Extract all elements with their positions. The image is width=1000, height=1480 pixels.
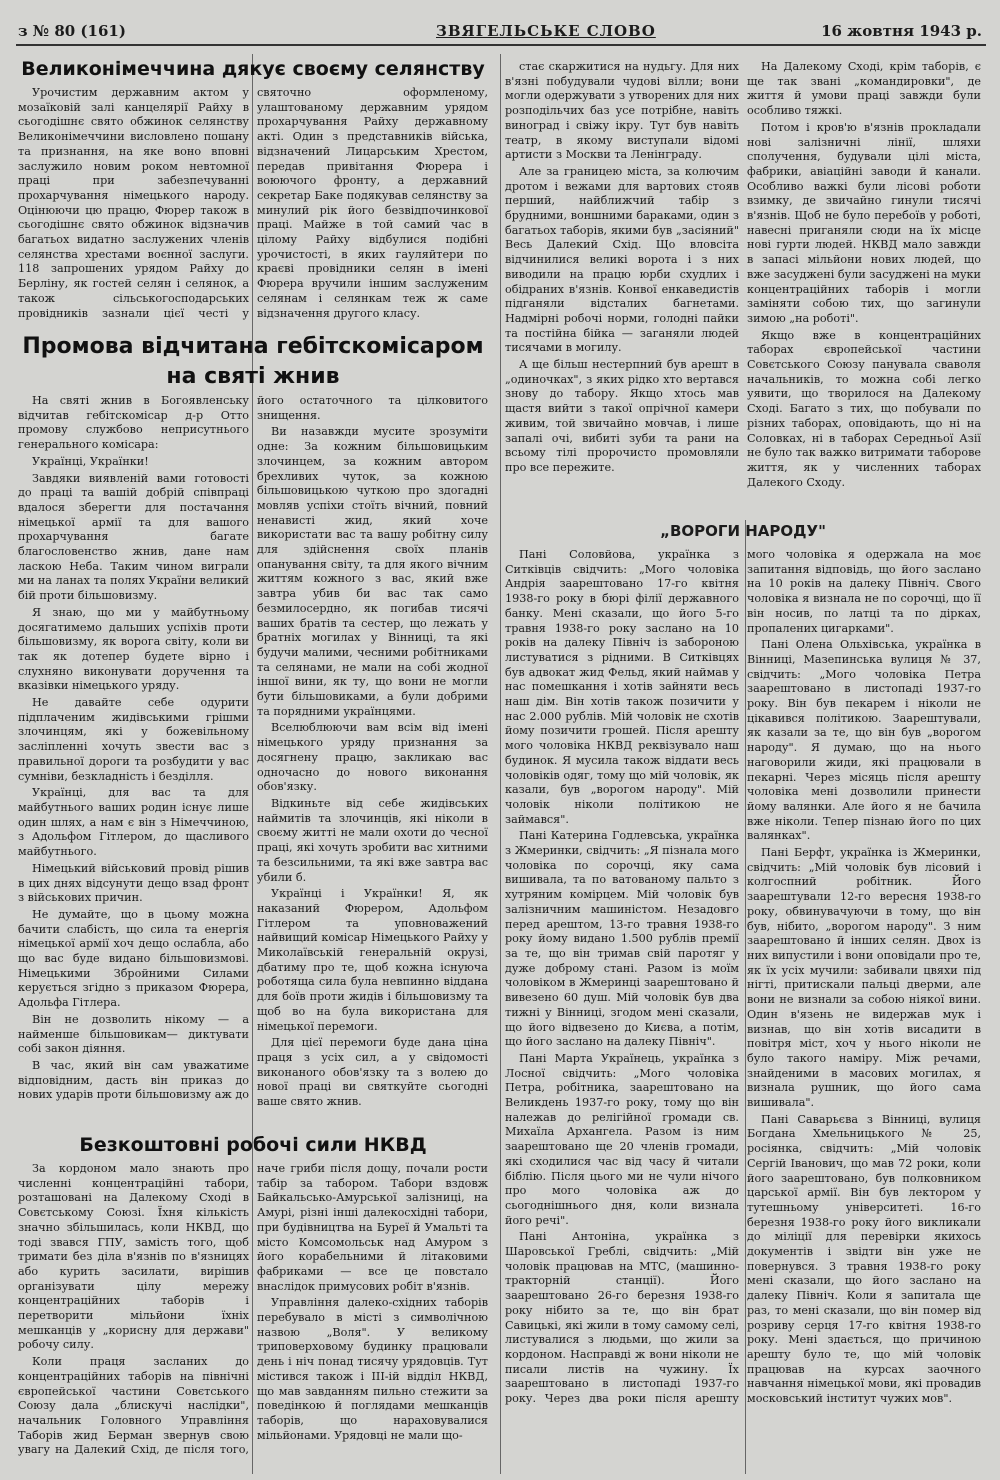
paragraph: Не давайте себе одурити підплаченим жидівськими грішми злочинцям, які у божевільному засліпленні хочуть звести вас з правильної дороги та розбудити у вас сумніви, безкладність і безділля. [18, 696, 249, 783]
paragraph: Українці, для вас та для майбутнього ваших родин існує лише один шлях, а нам є він з Німеччиною, з Адольфом Гітлером, до щасливого майбутнього. [18, 786, 249, 859]
paragraph: Пані Марта Українець, українка з Лосної свідчить: „Мого чоловіка Петра, робітника, заарештовано на Великдень 1937-го року, тому що він належав до релігійної громади св. Михаїла Архангела. Разом із ним заарештовано ще 20 членів громади, які сходилися час від часу й читали біблію. Після цього ми не чули нічого про мого чоловіка аж до сьогоднішнього дня, коли визнала його речі". [505, 1051, 739, 1227]
paragraph: Відкиньте від себе жидівських наймитів та злочинців, які ніколи в своєму житті не мали охоти до чесної праці, які хочуть зробити вас хитними та безсильними, та які вже завтра вас убили б. [257, 796, 488, 884]
article-body [18, 1162, 488, 1474]
paragraph: Німецький військовий провід рішив в цих днях відсунути дещо взад фронт з військових причин. [18, 861, 249, 905]
paragraph: Потом і кров'ю в'язнів прокладали нові залізничні лінії, шляхи сполучення, будували цілі міста, фабрики, авіаційні заводи й канали. Особливо важкі були лісові роботи взимку, де звичайно гинули тисячі в'язнів. Щоб не було перебоїв у роботі, навесні приганяли сюди на їх місце нові гурти людей. НКВД мало завжди в запасі мільйони нових людей, що вже засуджені були засуджені на муки концентраційних таборів і могли заміняти собою тих, що загинули зимою „на роботі". [747, 120, 981, 325]
paragraph: Вселюблюючи вам всім від імені німецького уряду признання за досягнену працю, закликаю вас одночасно до нового виконання обов'язку. [257, 721, 488, 794]
paragraph: На святі жнив в Богоявленську відчитав гебітскомісар д-р Отто промову службово неприсутнього генерального комісара: [18, 394, 249, 452]
paragraph: Я знаю, що ми у майбутньому досягатимемо дальших успіхів проти більшовизму, як ворога світу, коли ви так як дотепер будете вірно і слухняно виконувати доручення та вказівки німецького уряду. [18, 605, 249, 693]
paragraph: Українці, Українки! [32, 454, 149, 468]
article-headline: Промова відчитана гебітскомісаром на святі жнив [22, 334, 484, 389]
paragraph: Не думайте, що в цьому можна бачити слабість, що сила та енергія німецької армії хоч дещо ослабла, або що вас буде видано більшовизмові. Німецькими Збройними Силами керується згідно з приказом Фюрера, Адольфа Гітлера. [18, 907, 249, 1010]
paragraph: В час, який він сам уважатиме відповідним, дасть він приказ до нових ударів проти більшовизму аж до його остаточного та цілковитого знищення. [18, 394, 488, 1102]
paragraph: На Далекому Сході, крім таборів, є ще так звані „командировки", де життя й умови праці завжди були особливо тяжкі. [747, 60, 981, 118]
paragraph: Ви назавжди мусите зрозуміти одне: За кожним більшовицьким злочинцем, за кожним автором брехливих чуток, за кожною більшовицькою чуткою про здогадні мовляв успіхи стоїть вічний, повний ненависті жид, який хоче використати вас та вашу робітну силу для здійснення своїх планів опанування світу, та для якого вічним життям кожного з вас, який вже завтра убив би вас так само безмилосердно, як погибав тисячі ваших братів та сестер, що лежать у братніх могилах у Вінниці, та які будучи малими, чесними робітниками та селянами, не мали на собі жодної іншої вини, як ту, що вони не могли бути більшовиками, а були добрими та порядними українцями. [257, 425, 488, 718]
paragraph: А ще більш нестерпний був арешт в „одиночках", з яких рідко хто вертався знову до табору. Якщо хтось мав щастя вийти з такої опрічної камери живим, той звичайно мовчав, і лише запалі очі, вибиті зуби та рани на всьому тілі пророчисто промовляли про все пережите. [505, 358, 739, 474]
paragraph: Пані Соловйова, українка з Ситківців свідчить: „Мого чоловіка Андрія заарештовано 17-го квітня 1938-го року в бюрі філії державного банку. Мені сказали, що його 5-го травня 1938-го року заслано на 10 років на далеку Північ із забороною листуватися з рідними. В Ситківцях був адвокат жид Фельд, який наймав у нас помешкання і хотів зайняти весь наш дім. Він хотів також позичити у нас 2.000 рублів. Мій чоловік не схотів йому позичити грошей. Після арешту мого чоловіка НКВД реквізувало наш будинок. Я мусила також віддати весь чоловіків одяг, тому що мій чоловік, як казали, був „ворогом народу". Мій чоловік ніколи політикою не займався". [505, 548, 739, 826]
paragraph: За кордоном мало знають про численні концентраційні табори, розташовані на Далекому Сході в Совєтському Союзі. Їхня кількість значно збільшилась, коли НКВД, що тоді звався ГПУ, замість того, щоб тримати без діла в'язнів по в'язницях або курить засилати, вирішив організувати цілу мережу концентраційних таборів і перетворити мільйони їхніх мешканців у „корисну для держави" робочу силу. [18, 1162, 249, 1352]
paragraph: Пані Олена Ольхівська, українка в Вінниці, Мазепинська вулиця № 37, свідчить: „Мого чоловіка Петра заарештовано в листопаді 1937-го року. Він був пекарем і ніколи не цікавився політикою. Заарештували, як казали за те, що він був „ворогом народу". Я думаю, що на нього наговорили жиди, які працювали в пекарні. Через місяць після арешту чоловіка мені дозволили принести йому валянки. Але його я не бачила вже ніколи. Тепер пізнаю його по цих валянках". [747, 638, 981, 843]
paragraph: Урочистим державним актом у мозаїковій залі канцелярії Райху в сьогодішнє свято обжинок селянству Великонімеччини висловлено пошану та признання, на яке воно вповні заслужило новим роком невтомної праці при забезпечуванні прохарчування німецького народу. Оцінюючи цю працю, Фюрер також в сьогодішнє свято обжинок відзначив багатьох видатно заслужених членів селянства хрестами воєнної заслуги. 118 запрошених урядом Райху до Берліну, як гостей селян і селянок, а також сільськогосподарських провідників зазнали цієї честі у святочно оформленому, улаштованому державним урядом прохарчування Райху державному акті. Один з представників війська, відзначений Лицарським Хрестом, передав привітання Фюрера і воюючого фронту, а державний секретар Баке подякував селянству за минулий рік його безвідпочинкової праці. Майже в той самий час в цілому Райху відбулися подібні урочистості, в яких гауляйтери по краєві провідники селян в імені Фюрера вручили іншим заслуженим селянам і селянкам теж ж саме відзначення другого класу. [18, 86, 488, 320]
paragraph: стає скаржитися на нудьгу. Для них в'язні побудували чудові вілли; вони могли одержувати з утворених для них розподільчих баз усе потрібне, навіть виноград і свіжу ікру. Тут був навіть театр, в якому виступали відомі артисти з Москви та Ленінграду. [505, 60, 739, 162]
article-body [505, 548, 981, 1474]
article-headline: Великонімеччина дякує своєму селянству [21, 58, 485, 80]
paragraph: Для цієї перемоги буде дана ціна праця з усіх сил, а у свідомості виконаного обов'язку та з волею до нової праці ви святкуйте сьогодні ваше свято жнив. [257, 1036, 488, 1109]
paragraph: Українці і Українки! Я, як наказаний Фюрером, Адольфом Гітлером та уповноважений найвищий комісар Німецького Райху у Миколаївській генеральній окрузі, дбатиму про те, щоб кожна існуюча роботяща сила була невпинно віддана для боїв проти жидів і більшовизму та щоб во на була використана для німецької перемоги. [257, 887, 488, 1033]
article-headline: „ВОРОГИ НАРОДУ" [660, 522, 826, 540]
paragraph: Завдяки виявленій вами готовості до праці та вашій добрій співпраці вдалося зберегти для постачання німецької армії та для вашого прохарчування багате благословенство жнив, дане нам ласкою Неба. Таким чином виграли ми на ланах та полях України великий бій проти більшовизму. [18, 471, 249, 603]
paragraph: Пані Антоніна, українка з Шаровської Греблі, свідчить: „Мій чоловік працював на МТС, (машинно-тракторній станції). Його заарештовано 26-го березня 1938-го року нібито за те, що він брат Савицькі, які жили в тому самому селі, листувалися з людьми, що жили за кордоном. Насправді ж вони ніколи не писали листів на чужину. Їх заарештовано в листопаді 1937-го року. Через два роки після арешту мого чоловіка я одержала на моє запитання відповідь, що його заслано на 10 років на далеку Північ. Свого чоловіка я визнала не по сорочці, що її він носив, по латці та по дірках, пропалених цигарками". [505, 548, 981, 1406]
paragraph: Якщо вже в концентраційних таборах європейської частини Совєтського Союзу панувала сваволя начальників, то можна собі легко уявити, що творилося на Далекому Сході. Багато з тих, що побували по різних таборах, оповідають, що ні на Соловках, ні в таборах Середньої Азії не було так важко витримати таборове життя, як у численних таборах Далекого Сходу. [747, 328, 981, 489]
paragraph: Коли праця засланих до концентраційних таборів на північні європейської частини Совєтського Союзу дала „блискучі наслідки", начальник Головного Управління Таборів жид Берман звернув свою увагу на Далекий Схід, де після того, наче гриби після дощу, почали рости табір за табором. Табори вздовж Байкальсько-Амурської залізниці, на Амурі, різні інші далекосхідні табори, при будівництва на Буреї й Умальті та місто Комсомольськ над Амуром з його корабельними й літаковими фабриками — все це повстало внаслідок примусових робіт в'язнів. [18, 1162, 488, 1457]
article-headline: Безкоштовні робочі сили НКВД [79, 1134, 427, 1156]
paragraph: Пані Саварьєва з Вінниці, вулиця Богдана Хмельницького № 25, росіянка, свідчить: „Мій чоловік Сергій Іванович, що мав 72 роки, коли його заарештовано, був полковником царської армії. Він був лектором у тутешньому університеті. 16-го березня 1938-го року його викликали до міліції для перевірки якихось документів і звідти він уже не повернувся. 3 травня 1938-го року мені сказали, що його заслано на далеку Північ. Коли я запитала ще раз, то мені сказали, що він помер від розриву серця 17-го квітня 1938-го року. Мені здається, що причиною арешту було те, що мій чоловік працював на курсах заочного навчання німецької мови, які провадив московський інститут чужих мов". [747, 1112, 981, 1406]
article-body [18, 86, 488, 324]
issue-number: з № 80 (161) [18, 22, 126, 40]
paragraph: Пані Катерина Годлевська, українка з Жмеринки, свідчить: „Я пізнала мого чоловіка по сорочці, яку сама вишивала, та по ватованому пальто з хутряним комірцем. Мій чоловік був залізничним машиністом. Незадовго перед арештом, 13-го травня 1938-го року йому видано 1.500 рублів премії за те, що він тримав свій паротяг у дуже доброму стані. Разом із моїм чоловіком в Жмеринці заарештовано й вивезено 60 душ. Мій чоловік був два тижні у Вінниці, згодом мені сказали, що його відвезено до Києва, а потім, що його заслано на далеку Північ". [505, 829, 739, 1049]
article-body [18, 394, 488, 1128]
paragraph: Але за границею міста, за колючим дротом і вежами для вартових стояв перший, найближчий табір з брудними, воншними бараками, один з багатьох таборів, якими був „засіяний" Весь Далекий Схід. Що вловсіта відчинилися великі ворота і з них виводили на працю юрби схудлих і обідраних в'язнів. Конвої енкаведистів підганяли відсталих багнетами. Надмірні робочі норми, голодні пайки та постійна бійка — заганяли людей тисячами в могилу. [505, 164, 739, 355]
column-rule [500, 54, 501, 1474]
issue-date: 16 жовтня 1943 р. [821, 22, 982, 40]
paragraph: Управління далеко-східних таборів перебувало в місті з символічною назвою „Воля". У великому триповерховому будинку працювали день і ніч понад тисячу урядовців. Тут містився також і III-ій відділ НКВД, що мав завданням пильно стежити за поведінкою й поглядами мешканців таборів, що нараховувалися мільйонами. Урядовці не мали що- [257, 1296, 488, 1442]
paragraph: Він не дозволить нікому — а найменше більшовикам— диктувати собі закон діяння. [18, 1012, 249, 1056]
page-header [16, 18, 986, 46]
paragraph: Пані Берфт, українка із Жмеринки, свідчить: „Мій чоловік був лісовий і колгоспний робітник. Його заарештували 12-го вересня 1938-го року, обвинувачуючи в тому, що він був, нібито, „ворогом народу". З ним заарештовано й інших селян. Двох із них випустили і вони оповідали про те, як їх усіх мучили: забивали цвяхи під нігті, притискали пальці дверми, але вони не визнали за собою ніякої вини. Один в'язень не видержав мук і визнав, що він хотів висадити в повітря міст, хоч у нього ніколи не було такого наміру. Між речами, знайденими в масових могилах, я визнала рушник, що його сама вишивала". [747, 846, 981, 1110]
article-body [505, 60, 981, 512]
newspaper-title: ЗВЯГЕЛЬСЬКЕ СЛОВО [436, 22, 656, 40]
